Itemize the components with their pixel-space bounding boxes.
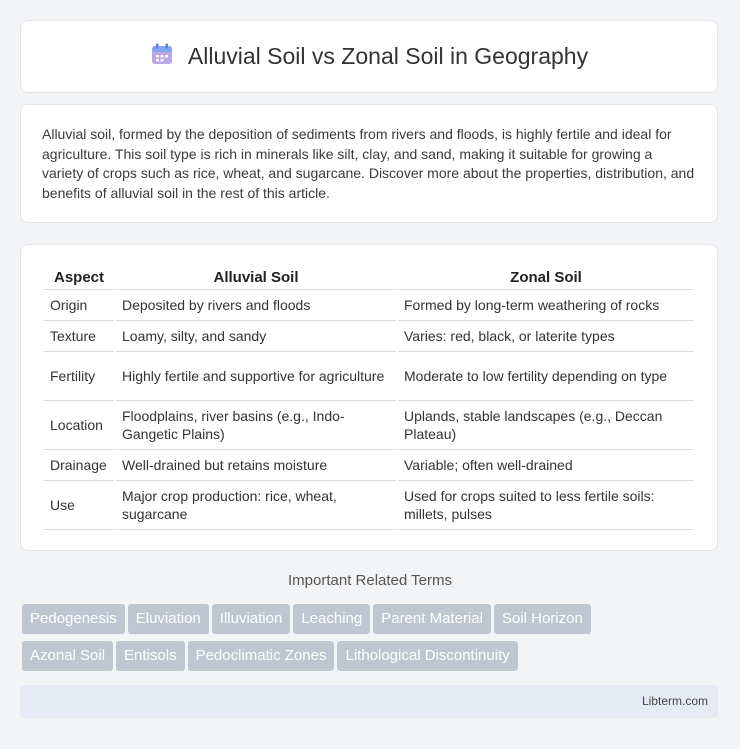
related-term-tag[interactable]: Azonal Soil <box>22 641 113 671</box>
related-term-tag[interactable]: Pedogenesis <box>22 604 125 634</box>
related-term-tag[interactable]: Illuviation <box>212 604 291 634</box>
comparison-table-card <box>20 244 718 551</box>
alluvial-cell: Deposited by rivers and floods <box>116 290 396 321</box>
related-term-tag[interactable]: Entisols <box>116 641 185 671</box>
footer-site-link[interactable]: Libterm.com <box>641 694 708 708</box>
table-row <box>44 321 694 352</box>
zonal-cell: Used for crops suited to less fertile soils: millets, pulses <box>398 481 694 530</box>
alluvial-cell: Loamy, silty, and sandy <box>116 321 396 352</box>
zonal-cell: Variable; often well-drained <box>398 450 694 481</box>
aspect-cell: Location <box>44 401 114 450</box>
related-term-tag[interactable]: Eluviation <box>128 604 209 634</box>
aspect-cell: Use <box>44 481 114 530</box>
related-term-tag[interactable]: Soil Horizon <box>494 604 591 634</box>
column-header-alluvial: Alluvial Soil <box>116 264 396 290</box>
table-row <box>44 352 694 401</box>
footer <box>20 685 718 718</box>
column-header-aspect: Aspect <box>44 264 114 290</box>
related-terms-title: Important Related Terms <box>288 572 452 589</box>
table-row <box>44 481 694 530</box>
aspect-cell: Origin <box>44 290 114 321</box>
table-row <box>44 290 694 321</box>
related-term-tag[interactable]: Lithological Discontinuity <box>337 641 517 671</box>
zonal-cell: Varies: red, black, or laterite types <box>398 321 694 352</box>
alluvial-cell: Floodplains, river basins (e.g., Indo-Gangetic Plains) <box>116 401 396 450</box>
aspect-cell: Texture <box>44 321 114 352</box>
alluvial-cell: Major crop production: rice, wheat, sugarcane <box>116 481 396 530</box>
table-row <box>44 450 694 481</box>
alluvial-cell: Highly fertile and supportive for agriculture <box>116 352 396 401</box>
zonal-cell: Formed by long-term weathering of rocks <box>398 290 694 321</box>
header-card <box>20 20 718 93</box>
related-term-tag[interactable]: Leaching <box>293 604 370 634</box>
alluvial-cell: Well-drained but retains moisture <box>116 450 396 481</box>
zonal-cell: Uplands, stable landscapes (e.g., Deccan Plateau) <box>398 401 694 450</box>
calendar-icon <box>150 42 174 71</box>
related-term-tag[interactable]: Parent Material <box>373 604 491 634</box>
related-term-tag[interactable]: Pedoclimatic Zones <box>188 641 335 671</box>
comparison-table <box>42 264 696 530</box>
intro-paragraph: Alluvial soil, formed by the deposition of sediments from rivers and floods, is highly fertile and ideal for agriculture. This soil type is rich in minerals like silt, clay, and sand, making it suitable for growing a variety of crops such as rice, wheat, and sugarcane. Discover more about the properties, distribution, and benefits of alluvial soil in the rest of this article. <box>20 104 718 223</box>
aspect-cell: Drainage <box>44 450 114 481</box>
page-title: Alluvial Soil vs Zonal Soil in Geography <box>187 43 589 69</box>
table-header-row <box>44 264 694 290</box>
related-terms-list <box>22 604 722 678</box>
table-row <box>44 401 694 450</box>
aspect-cell: Fertility <box>44 352 114 401</box>
zonal-cell: Moderate to low fertility depending on type <box>398 352 694 401</box>
column-header-zonal: Zonal Soil <box>398 264 694 290</box>
